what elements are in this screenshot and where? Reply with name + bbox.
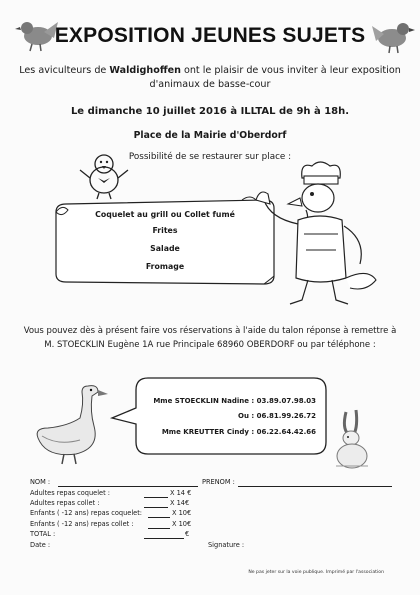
- intro-before: Les aviculteurs de: [19, 65, 110, 76]
- intro-text: [0, 64, 420, 92]
- contact-phone-2: 06.81.99.26.72: [256, 412, 316, 420]
- event-date: Le dimanche 10 juillet 2016 à ILLTAL de 9h à 18h.: [70, 106, 350, 117]
- qty-field-4[interactable]: [148, 528, 170, 529]
- date-label: Date :: [30, 541, 51, 549]
- reservation-line1: Vous pouvez dès à présent faire vos réservations à l'aide du talon réponse à remettre à: [23, 326, 397, 336]
- signature-label: Signature :: [208, 541, 245, 549]
- total-euro: €: [185, 530, 190, 538]
- reservation-text: [0, 324, 420, 352]
- contact-phone-1: 03.89.07.98.03: [256, 397, 316, 405]
- form-row-label-1: Adultes repas coquelet :: [30, 489, 111, 497]
- form-row-label-2: Adultes repas collet :: [30, 499, 100, 507]
- contact-name-2: Ou :: [238, 412, 255, 420]
- prenom-label: PRENOM :: [202, 478, 235, 486]
- qty-field-2[interactable]: [144, 507, 168, 508]
- nom-field[interactable]: [58, 486, 198, 487]
- menu-item-frites: Frites: [152, 226, 178, 235]
- contact-row-3: [136, 428, 316, 436]
- contact-name-1: Mme STOECKLIN Nadine :: [153, 397, 255, 405]
- total-label: TOTAL :: [30, 530, 56, 538]
- form-row-price-3: X 10€: [172, 509, 192, 517]
- intro-line2: d'animaux de basse-cour: [149, 79, 271, 90]
- form-row-price-2: X 14€: [170, 499, 190, 507]
- restauration-text: Possibilité de se restaurer sur place :: [128, 152, 292, 162]
- qty-field-1[interactable]: [144, 497, 168, 498]
- event-place: Place de la Mairie d'Oberdorf: [133, 130, 287, 141]
- footer-note: Ne pas jeter sur la voie publique. Imprimé par l'association: [248, 570, 384, 575]
- contact-phone-3: 06.22.64.42.66: [256, 428, 316, 436]
- menu-item-fromage: Fromage: [145, 262, 185, 271]
- form-row-label-3: Enfants ( -12 ans) repas coquelet:: [30, 509, 143, 517]
- qty-field-3[interactable]: [148, 517, 170, 518]
- goose-illustration: [28, 382, 112, 466]
- menu-item-salade: Salade: [150, 244, 180, 253]
- total-field[interactable]: [144, 538, 184, 539]
- form-row-label-4: Enfants ( -12 ans) repas collet :: [30, 520, 134, 528]
- chick-illustration: [78, 150, 130, 200]
- contact-row-2: [136, 412, 316, 420]
- menu-scroll: [52, 194, 278, 290]
- contact-name-3: Mme KREUTTER Cindy :: [161, 428, 255, 436]
- form-row-price-4: X 10€: [172, 520, 192, 528]
- form-row-price-1: X 14 €: [170, 489, 192, 497]
- intro-town: Waldighoffen: [109, 65, 181, 76]
- intro-after: ont le plaisir de vous inviter à leur exposition: [180, 65, 401, 76]
- rabbit-illustration: [326, 408, 378, 470]
- chef-rooster-illustration: [250, 160, 380, 310]
- reservation-line2: M. STOECKLIN Eugène 1A rue Principale 68960 OBERDORF ou par téléphone :: [44, 340, 376, 350]
- menu-item-main: Coquelet au grill ou Collet fumé: [95, 210, 235, 219]
- prenom-field[interactable]: [238, 486, 392, 487]
- page-title: EXPOSITION JEUNES SUJETS: [54, 24, 366, 47]
- contact-row-1: [136, 397, 316, 405]
- nom-label: NOM :: [30, 478, 51, 486]
